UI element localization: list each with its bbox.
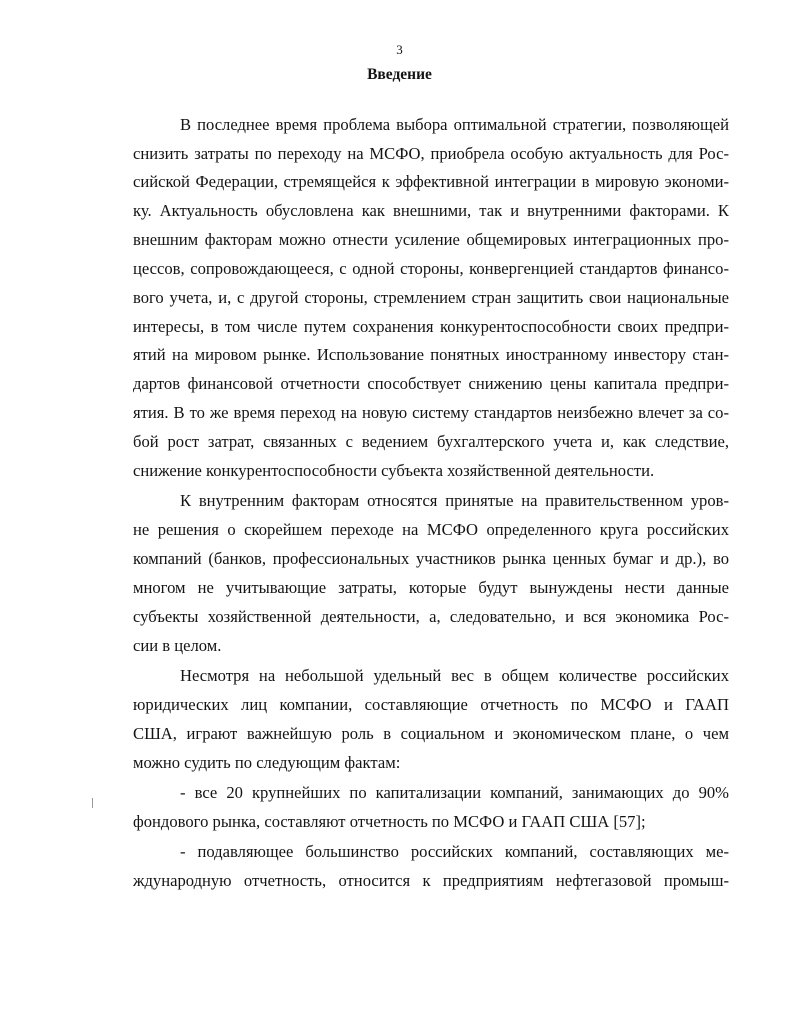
text-line: снижение конкурентоспособности субъекта хозяйственной деятельности. bbox=[133, 461, 655, 480]
list-item-line: - подавляющее большинство российских компаний, составляющих ме- bbox=[180, 842, 729, 861]
text-line: компаний (банков, профессиональных участников рынка ценных бумаг и др.), во bbox=[133, 549, 729, 568]
text-line: ятий на мировом рынке. Использование понятных иностранному инвестору стан- bbox=[133, 345, 729, 364]
text-line: многом не учитывающие затраты, которые будут вынуждены нести данные bbox=[133, 578, 729, 597]
text-line: можно судить по следующим фактам: bbox=[133, 753, 401, 772]
text-line: дартов финансовой отчетности способствует снижению цены капитала предпри- bbox=[133, 374, 729, 393]
text-line: внешним факторам можно отнести усиление общемировых интеграционных про- bbox=[133, 230, 729, 249]
list-item-line: - все 20 крупнейших по капитализации компаний, занимающих до 90% bbox=[180, 783, 729, 802]
text-line: Несмотря на небольшой удельный вес в общем количестве российских bbox=[180, 666, 729, 685]
scan-artifact bbox=[92, 798, 93, 808]
text-line: вого учета, и, с другой стороны, стремлением стран защитить свои национальные bbox=[133, 288, 729, 307]
text-line: сии в целом. bbox=[133, 636, 222, 655]
text-line: К внутренним факторам относятся принятые на правительственном уров- bbox=[180, 491, 729, 510]
text-line: США, играют важнейшую роль в социальном и экономическом плане, о чем bbox=[133, 724, 729, 743]
list-item-line: ждународную отчетность, относится к предприятиям нефтегазовой промыш- bbox=[133, 871, 729, 890]
page-title: Введение bbox=[367, 66, 432, 83]
text-line: сийской Федерации, стремящейся к эффективной интеграции в мировую экономи- bbox=[133, 172, 729, 191]
text-line: ятия. В то же время переход на новую систему стандартов неизбежно влечет за со- bbox=[133, 403, 729, 422]
text-line: не решения о скорейшем переходе на МСФО определенного круга российских bbox=[133, 520, 729, 539]
text-line: субъекты хозяйственной деятельности, а, следовательно, и вся экономика Рос- bbox=[133, 607, 729, 626]
text-line: В последнее время проблема выбора оптимальной стратегии, позволяющей bbox=[180, 115, 729, 134]
text-line: бой рост затрат, связанных с ведением бухгалтерского учета и, как следствие, bbox=[133, 432, 729, 451]
text-line: юридических лиц компании, составляющие отчетность по МСФО и ГААП bbox=[133, 695, 729, 714]
text-line: цессов, сопровождающееся, с одной стороны, конвергенцией стандартов финансо- bbox=[133, 259, 729, 278]
page-number: 3 bbox=[396, 42, 403, 57]
text-line: ку. Актуальность обусловлена как внешними, так и внутренними факторами. К bbox=[133, 201, 729, 220]
text-line: снизить затраты по переходу на МСФО, приобрела особую актуальность для Рос- bbox=[133, 144, 729, 163]
list-item-line: фондового рынка, составляют отчетность по МСФО и ГААП США [57]; bbox=[133, 812, 646, 831]
text-line: интересы, в том числе путем сохранения конкурентоспособности своих предпри- bbox=[133, 317, 729, 336]
